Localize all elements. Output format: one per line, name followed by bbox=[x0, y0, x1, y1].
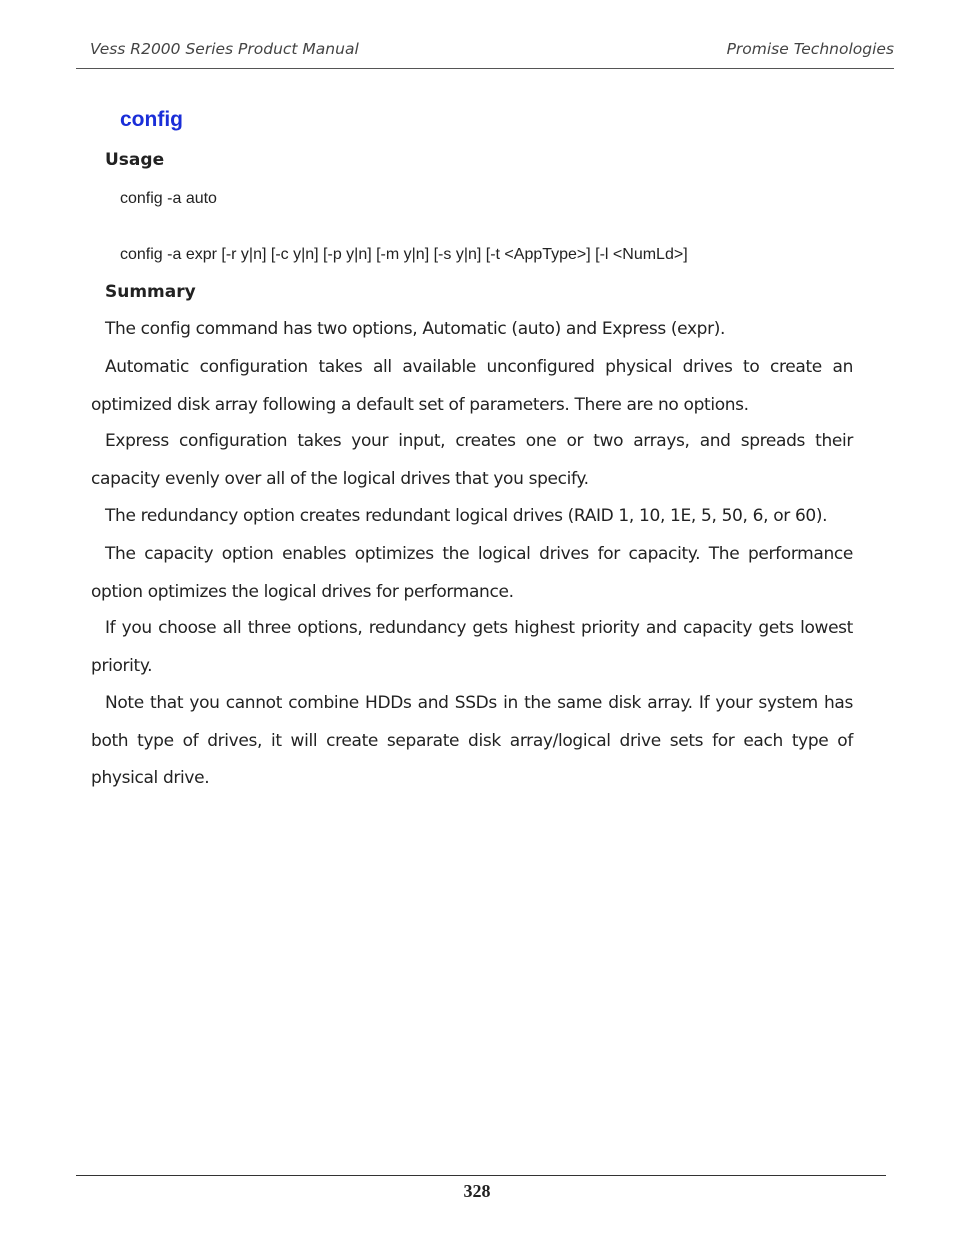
header-divider bbox=[76, 68, 894, 69]
summary-paragraph-automatic: Automatic configuration takes all available unconfigured physical drives to create an optimized disk array following a default set of parameters. There are no options. bbox=[91, 357, 853, 415]
running-header-title: Vess R2000 Series Product Manual bbox=[90, 40, 359, 58]
page-number: 328 bbox=[463, 1181, 491, 1201]
section-title: config bbox=[120, 108, 183, 131]
footer-divider bbox=[76, 1175, 886, 1176]
usage-heading: Usage bbox=[105, 150, 165, 170]
summary-paragraph-options: The config command has two options, Automatic (auto) and Express (expr). bbox=[105, 319, 726, 339]
running-header-company: Promise Technologies bbox=[726, 40, 894, 58]
summary-paragraph-redundancy: The redundancy option creates redundant logical drives (RAID 1, 10, 1E, 5, 50, 6, or 60). bbox=[105, 506, 828, 526]
summary-paragraph-note: Note that you cannot combine HDDs and SSDs in the same disk array. If your system has both type of drives, it will create separate disk array/logical drive sets for each type of physical drive. bbox=[91, 693, 853, 788]
summary-paragraph-express: Express configuration takes your input, creates one or two arrays, and spreads their capacity evenly over all of the logical drives that you specify. bbox=[91, 431, 853, 489]
usage-line-auto: config -a auto bbox=[120, 190, 217, 207]
usage-line-expr: config -a expr [-r y|n] [-c y|n] [-p y|n] [-m y|n] [-s y|n] [-t <AppType>] [-l <NumLd>] bbox=[120, 246, 688, 263]
summary-paragraph-capacity: The capacity option enables optimizes the logical drives for capacity. The performance option optimizes the logical drives for performance. bbox=[91, 544, 853, 602]
summary-paragraph-priority: If you choose all three options, redundancy gets highest priority and capacity gets lowest priority. bbox=[91, 618, 853, 676]
summary-heading: Summary bbox=[105, 282, 196, 302]
